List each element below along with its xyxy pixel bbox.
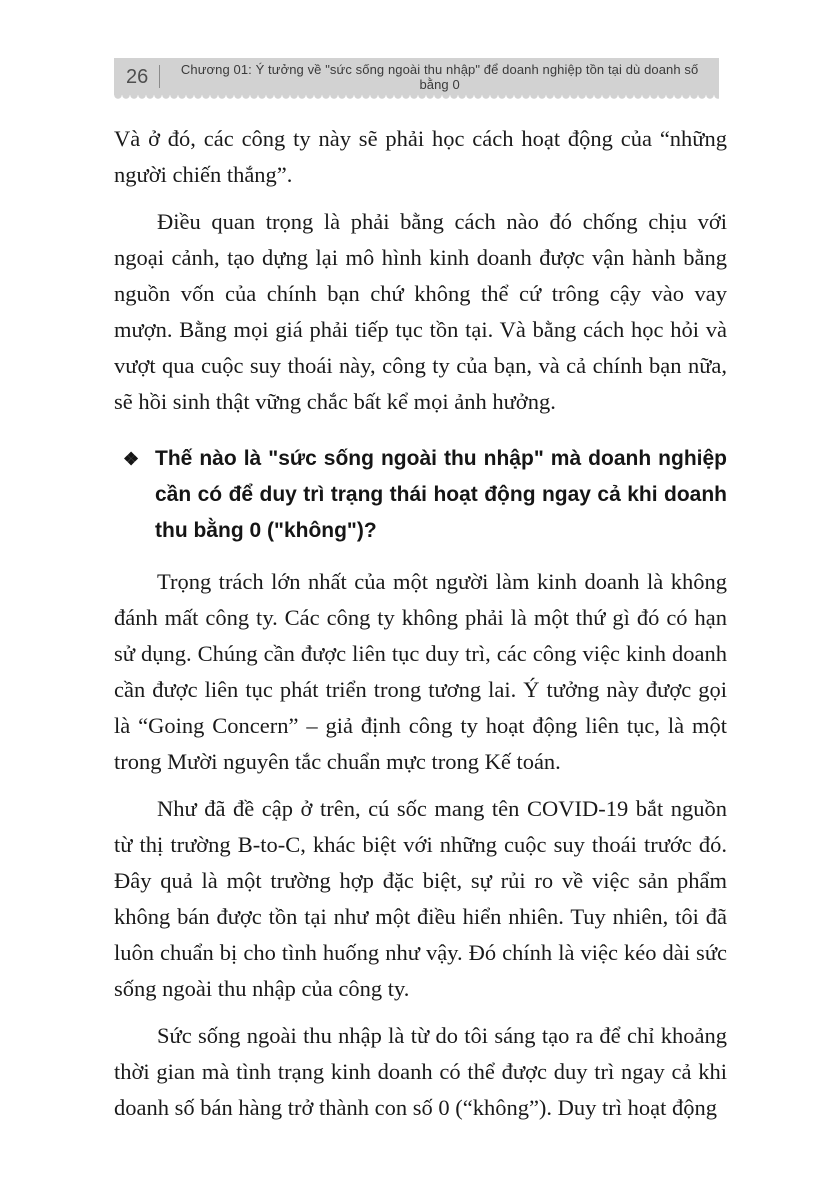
section-heading	[114, 441, 727, 549]
chapter-title: Chương 01: Ý tưởng về "sức sống ngoài thu nhập" để doanh nghiệp tồn tại dù doanh số bằng 0	[180, 61, 699, 92]
paragraph: Điều quan trọng là phải bằng cách nào đó chống chịu với ngoại cảnh, tạo dựng lại mô hình kinh doanh được vận hành bằng nguồn vốn của chính bạn chứ không thể cứ trông cậy vào vay mượn. Bằng mọi giá phải tiếp tục tồn tại. Và bằng cách học hỏi và vượt qua cuộc suy thoái này, công ty của bạn, và cả chính bạn nữa, sẽ hồi sinh thật vững chắc bất kể mọi ảnh hưởng.	[114, 209, 727, 414]
diamond-bullet-icon: ❖	[123, 449, 140, 469]
running-header	[114, 58, 719, 95]
page-body	[114, 121, 727, 1137]
paragraph: Sức sống ngoài thu nhập là từ do tôi sáng tạo ra để chỉ khoảng thời gian mà tình trạng kinh doanh có thể được duy trì ngay cả khi doanh số bán hàng trở thành con số 0 (“không”). Duy trì hoạt động	[114, 1023, 727, 1120]
section-heading-text: Thế nào là "sức sống ngoài thu nhập" mà doanh nghiệp cần có để duy trì trạng thái hoạt động ngay cả khi doanh thu bằng 0 ("không")?	[155, 447, 727, 542]
paragraph-continuation: Và ở đó, các công ty này sẽ phải học cách hoạt động của “những người chiến thắng”.	[114, 126, 727, 187]
page-number: 26	[126, 65, 149, 88]
paragraph: Như đã đề cập ở trên, cú sốc mang tên COVID-19 bắt nguồn từ thị trường B-to-C, khác biệt với những cuộc suy thoái trước đó. Đây quả là một trường hợp đặc biệt, sự rủi ro về việc sản phẩm không bán được tồn tại như một điều hiển nhiên. Tuy nhiên, tôi đã luôn chuẩn bị cho tình huống như vậy. Đó chính là việc kéo dài sức sống ngoài thu nhập của công ty.	[114, 796, 727, 1001]
paragraph: Trọng trách lớn nhất của một người làm kinh doanh là không đánh mất công ty. Các công ty không phải là một thứ gì đó có hạn sử dụng. Chúng cần được liên tục duy trì, các công việc kinh doanh cần được liên tục phát triển trong tương lai. Ý tưởng này được gọi là “Going Concern” – giả định công ty hoạt động liên tục, là một trong Mười nguyên tắc chuẩn mực trong Kế toán.	[114, 569, 727, 774]
